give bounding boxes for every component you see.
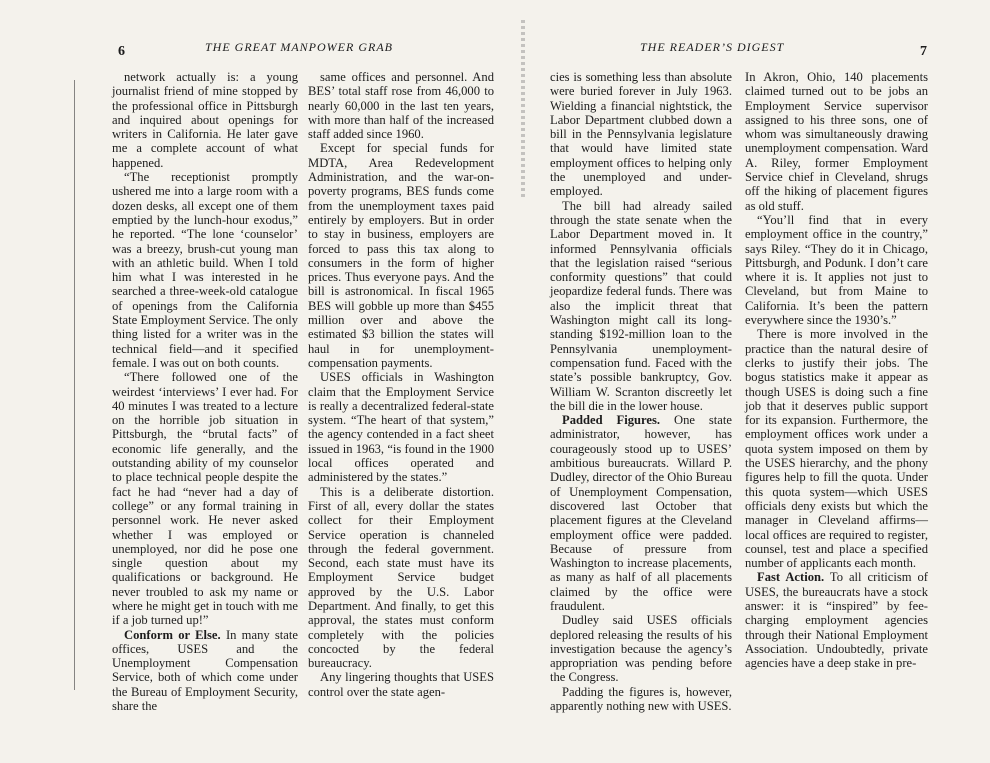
paragraph xyxy=(308,370,494,484)
paragraph xyxy=(745,327,928,570)
paragraph xyxy=(550,685,732,714)
paragraph xyxy=(308,670,494,699)
paragraph-text: USES officials in Washington claim that the Employment Service is really a decentralized federal-state system. “The heart of that system,” the agency contended in a fact sheet issued in 1963, “is found in the 1900 local offices operated and administered by the states.” xyxy=(308,370,494,485)
paragraph xyxy=(112,70,298,170)
paragraph-text: cies is something less than absolute were buried forever in July 1963. Wielding a financial nightstick, the Labor Department clubbed down a bill in the Pennsylvania legislature that would have limited state employment offices to helping only the unemployed and under-employed. xyxy=(550,70,732,199)
section-subhead: Padded Figures. xyxy=(562,413,661,428)
paragraph xyxy=(745,213,928,327)
paragraph-text: The bill had already sailed through the state senate when the Labor Department moved in. It informed Pennsylvania officials that the legislation raised “serious conformity questions” that could jeopardize federal funds. There was also the implicit threat that Washington might call its long-standing $192-million loan to the Pennsylvania unemployment-compensation fund. Faced with the state’s possible bankruptcy, Gov. William W. Scranton discreetly let the bill die in the lower house. xyxy=(550,198,732,413)
paragraph-text: “The receptionist promptly ushered me into a large room with a dozen desks, all except one of them emptied by the lunch-hour exodus,” he reported. “The lone ‘counselor’ was a breezy, brush-cut young man with an athletic build. When I told him what I was interested in he searched a three-week-old catalogue of openings from the California State Employment Service. The only thing listed for a writer was in the technical field—and it specified female. I was out on both counts. xyxy=(112,170,298,370)
paragraph xyxy=(550,413,732,613)
margin-rule xyxy=(74,80,75,690)
page-number-left: 6 xyxy=(118,44,125,59)
paragraph-text: Dudley said USES officials deplored releasing the results of his investigation because the agency’s appropriation was pending before the Congress. xyxy=(550,613,732,685)
left-column-1 xyxy=(112,70,298,713)
right-column-2 xyxy=(745,70,928,670)
paragraph xyxy=(550,199,732,413)
paragraph-text: Any lingering thoughts that USES control over the state agen- xyxy=(308,670,494,699)
paragraph-text: This is a deliberate distortion. First of all, every dollar the states collect for their Employment Service operation is channeled through the federal government. Second, each state must have its Employment Service budget approved by the U.S. Labor Department. And finally, to get this approval, the states must conform completely with the policies concocted by the federal bureaucracy. xyxy=(308,484,494,671)
section-subhead: Conform or Else. xyxy=(124,627,221,642)
paragraph xyxy=(745,570,928,670)
paragraph-text: To all criticism of USES, the bureaucrats have a stock answer: it is “inspired” by fee-charging employment agencies through their National Employment Association. Undoubtedly, private agencies have a deep stake in pre- xyxy=(745,570,929,671)
running-head-left: THE GREAT MANPOWER GRAB xyxy=(205,40,393,54)
paragraph-text: Except for special funds for MDTA, Area Redevelopment Administration, and the war-on-poverty programs, BES funds come from the unemployment taxes paid entirely by employers. But in order to stay in business, employers are forced to pass this tax along to consumers in the form of higher prices. Thus everyone pays. And the bill is astronomical. In fiscal 1965 BES will gobble up more than $455 million over and above the estimated $3 billion the states will haul in for unemployment-compensation payments. xyxy=(308,141,494,370)
paragraph xyxy=(112,370,298,627)
paragraph xyxy=(308,70,494,141)
paragraph-text: In Akron, Ohio, 140 placements claimed turned out to be jobs an Employment Service supervisor assigned to his three sons, one of whom was simultaneously drawing unemployment compensation. Ward A. Riley, former Employment Service chief in Cleveland, shrugs off the hiking of placement figures as old stuff. xyxy=(745,70,928,213)
paragraph xyxy=(308,141,494,370)
right-column-1 xyxy=(550,70,732,713)
paragraph xyxy=(308,485,494,671)
paragraph-text: There is more involved in the practice than the natural desire of clerks to justify their jobs. The bogus statistics make it appear as though USES is doing such a fine job that it deserves public support for its expansion. Furthermore, the employment offices work under a quota system imposed on them by the USES hierarchy, and the phony figures help to fill the quota. Under this quota system—which USES officials deny exists but which the manager in Cleveland affirms—local offices are required to register, counsel, test and place a specified number of applicants each month. xyxy=(745,327,928,571)
paragraph xyxy=(550,70,732,199)
paragraph xyxy=(550,613,732,684)
running-head-right: THE READER’S DIGEST xyxy=(640,40,785,54)
paragraph-text: same offices and personnel. And BES’ total staff rose from 46,000 to nearly 60,000 in the last ten years, with more than half of the increased staff added since 1960. xyxy=(308,70,494,142)
paragraph xyxy=(745,70,928,213)
paragraph xyxy=(112,628,298,714)
paragraph-text: Padding the figures is, however, apparently nothing new with USES. xyxy=(550,684,732,714)
paragraph-text: network actually is: a young journalist friend of mine stopped by the professional office in Pittsburgh and inquired about openings for writers in California. He later gave me a complete account of what happened. xyxy=(112,70,298,170)
paragraph-text: “You’ll find that in every employment office in the country,” says Riley. “They do it in Chicago, Pittsburgh, and Podunk. I don’t care where it is. It applies not just to Cleveland, but from Maine to California. It’s been the pattern everywhere since the 1930’s.” xyxy=(745,212,928,328)
page-number-right: 7 xyxy=(920,44,927,59)
paragraph-text: “There followed one of the weirdest ‘interviews’ I ever had. For 40 minutes I was treated to a lecture on the horrible job situation in Pittsburgh, the “brutal facts” of economic life generally, and the outstanding ability of my counselor to place technical people despite the fact he had “never had a day of college” or any formal training in personnel work. He never asked whether I was employed or unemployed, nor did he pose one single question about my qualifications or background. He never troubled to ask my name or where he might get in touch with me if a job turned up!” xyxy=(112,370,298,628)
paragraph-text: One state administrator, however, has courageously stood up to USES’ ambitious bureaucrats. Willard P. Dudley, director of the Ohio Bureau of Unemployment Compensation, discovered last October that placement figures at the Cleveland employment office were padded. Because of pressure from Washington to increase placements, as many as half of all placements claimed by the office were fraudulent. xyxy=(550,413,732,613)
right-page xyxy=(500,0,990,763)
paragraph-text: In many state offices, USES and the Unemployment Compensation Service, both of which come under the Bureau of Employment Security, share the xyxy=(112,627,298,714)
left-column-2 xyxy=(308,70,494,699)
section-subhead: Fast Action. xyxy=(757,570,825,585)
paragraph xyxy=(112,170,298,370)
